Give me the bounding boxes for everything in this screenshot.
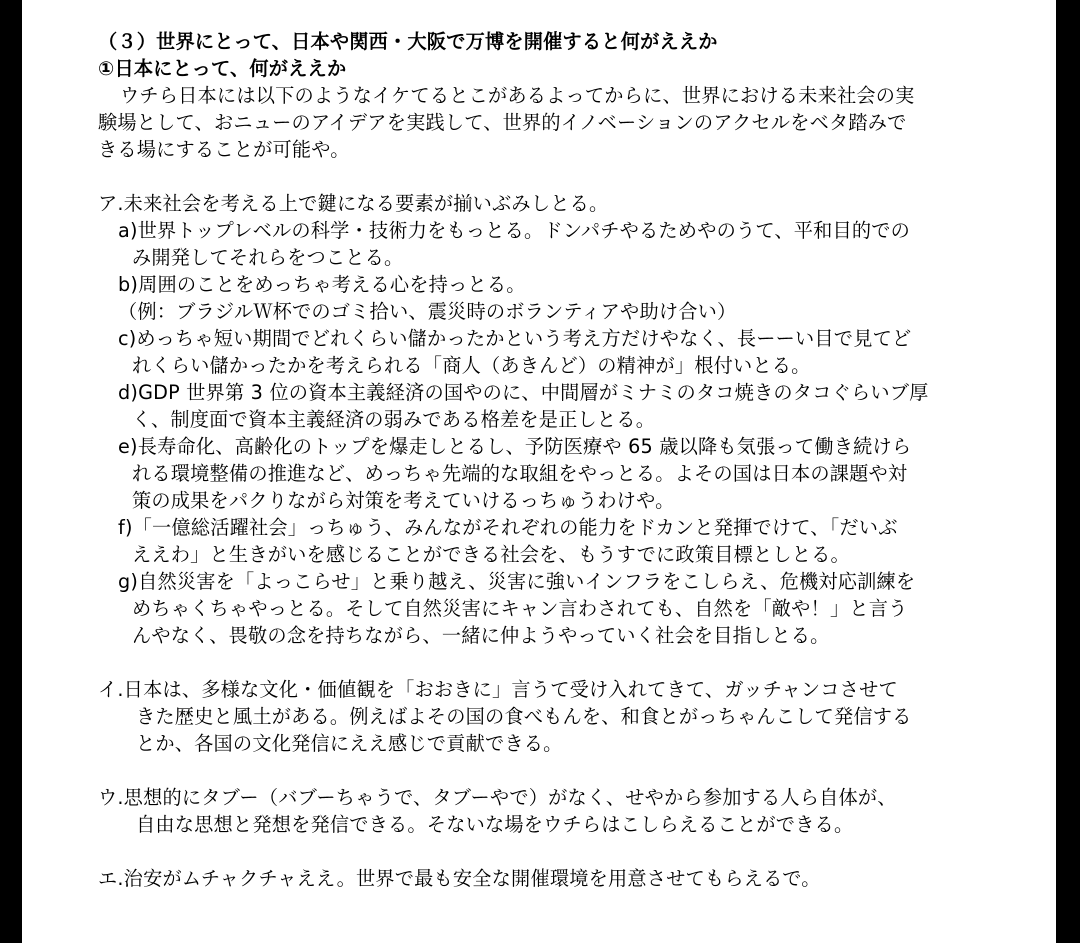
item-line: れくらい儲かったかを考えられる「商人（あきんど）の精神が」根付いとる。 bbox=[132, 354, 811, 377]
list-item-d bbox=[98, 379, 998, 433]
item-line: g)自然災害を「よっこらせ」と乗り越え、災害に強いインフラをこしらえ、危機対応訓練を bbox=[118, 570, 916, 593]
intro-paragraph bbox=[98, 82, 998, 163]
item-line: e)長寿命化、高齢化のトップを爆走しとるし、予防医療や 65 歳以降も気張って働き続けら bbox=[118, 435, 912, 458]
intro-line: 験場として、おニューのアイデアを実践して、世界的イノベーションのアクセルをベタ踏みで bbox=[98, 111, 907, 134]
item-example: （例：ブラジルＷ杯でのゴミ拾い、震災時のボランティアや助け合い） bbox=[118, 300, 737, 323]
document-page bbox=[22, 0, 1056, 943]
section-e-line: エ.治安がムチャクチャええ。世界で最も安全な開催環境を用意させてもらえるで。 bbox=[98, 867, 821, 890]
intro-line: きる場にすることが可能や。 bbox=[98, 138, 350, 161]
item-line: d)GDP 世界第 3 位の資本主義経済の国やのに、中間層がミナミのタコ焼きのタコぐらいブ厚 bbox=[118, 381, 929, 404]
section-e bbox=[98, 865, 998, 892]
section-i-line: とか、各国の文化発信にええ感じで貢献できる。 bbox=[136, 732, 563, 755]
list-item-e bbox=[98, 433, 998, 514]
list-item-a bbox=[98, 217, 998, 271]
section-u-line: 自由な思想と発想を発信できる。そないな場をウチらはこしらえることができる。 bbox=[136, 813, 854, 836]
item-line: ええわ」と生きがいを感じることができる社会を、もうすでに政策目標としとる。 bbox=[132, 543, 850, 566]
section-a-title: ア.未来社会を考える上で鍵になる要素が揃いぶみしとる。 bbox=[98, 192, 609, 215]
item-line: れる環境整備の推進など、めっちゃ先端的な取組をやっとる。よその国は日本の課題や対 bbox=[132, 462, 908, 485]
item-line: 策の成果をパクりながら対策を考えていけるっちゅうわけや。 bbox=[132, 489, 675, 512]
item-line: b)周囲のことをめっちゃ考える心を持っとる。 bbox=[118, 273, 526, 296]
list-item-c bbox=[98, 325, 998, 379]
section-i bbox=[98, 676, 998, 757]
item-line: f)「一億総活躍社会」っちゅう、みんながそれぞれの能力をドカンと発揮でけて、「だいぶ bbox=[118, 516, 898, 539]
section-u-line: ウ.思想的にタブー（バブーちゃうで、タブーやで）がなく、せやから参加する人ら自体が、 bbox=[98, 786, 897, 809]
section-u bbox=[98, 784, 998, 838]
intro-line: ウチら日本には以下のようなイケてるとこがあるよってからに、世界における未来社会の実 bbox=[120, 84, 915, 107]
item-line: めちゃくちゃやっとる。そして自然災害にキャン言わされても、自然を「敵や！」と言う bbox=[132, 597, 908, 620]
section-heading: （３）世界にとって、日本や関西・大阪で万博を開催すると何がええか bbox=[98, 30, 718, 53]
section-i-line: きた歴史と風土がある。例えばよその国の食べもんを、和食とがっちゃんこして発信する bbox=[136, 705, 912, 728]
item-line: んやなく、畏敬の念を持ちながら、一緒に仲ようやっていく社会を目指しとる。 bbox=[132, 624, 830, 647]
item-line: く、制度面で資本主義経済の弱みである格差を是正しとる。 bbox=[132, 408, 656, 431]
section-i-line: イ.日本は、多様な文化・価値観を「おおきに」言うて受け入れてきて、ガッチャンコさせて bbox=[98, 678, 898, 701]
subsection-heading: ①日本にとって、何がええか bbox=[98, 57, 347, 80]
section-a bbox=[98, 190, 998, 649]
item-line: c)めっちゃ短い期間でどれくらい儲かったかという考え方だけやなく、長ーーい目で見てど bbox=[118, 327, 912, 350]
list-item-g bbox=[98, 568, 998, 649]
list-item-b bbox=[98, 271, 998, 325]
document-body bbox=[98, 28, 998, 892]
list-item-f bbox=[98, 514, 998, 568]
item-line: a)世界トップレベルの科学・技術力をもっとる。ドンパチやるためやのうて、平和目的での bbox=[118, 219, 911, 242]
item-line: み開発してそれらをつことる。 bbox=[132, 246, 404, 269]
